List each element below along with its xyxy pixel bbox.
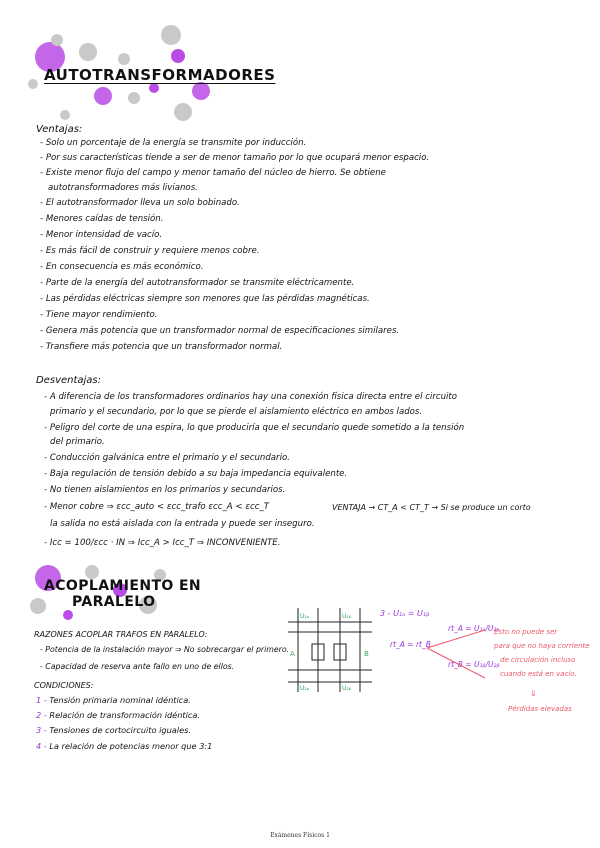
list-item: - Menores caídas de tensión. xyxy=(40,215,163,224)
label-a: A xyxy=(290,650,295,658)
ventajas-heading: Ventajas: xyxy=(36,124,83,135)
list-item: - En consecuencia es más económico. xyxy=(40,263,203,272)
svg-text:U₁ᵦ: U₁ᵦ xyxy=(342,613,352,620)
down-arrow: ⇓ xyxy=(530,689,537,698)
list-item: - Peligro del corte de una espira, lo que produciría que el secundario quede sometido a la tensión xyxy=(44,424,464,433)
formula-3: 3 - U₁ₐ = U₁ᵦ xyxy=(380,609,430,618)
list-item: - Las pérdidas eléctricas siempre son menores que las pérdidas magnéticas. xyxy=(40,295,370,304)
list-item: - Conducción galvánica entre el primario y el secundario. xyxy=(44,454,290,463)
list-item: - Genera más potencia que un transformador normal de especificaciones similares. xyxy=(40,327,399,336)
formula-rt-a: rt_A = U₁ₐ/U₂ₐ xyxy=(448,624,500,633)
footer-text: Exámenes Físicos 1 xyxy=(270,832,330,839)
list-item: - A diferencia de los transformadores ordinarios hay una conexión física directa entre el circuito xyxy=(44,393,457,402)
svg-text:U₂ᵦ: U₂ᵦ xyxy=(342,685,352,692)
acoplamiento-title-1: ACOPLAMIENTO EN xyxy=(44,578,202,594)
list-item: - Potencia de la instalación mayor ⇒ No sobrecargar el primero. xyxy=(40,646,289,654)
label-b: B xyxy=(364,650,369,658)
condition-text: Tensiones de cortocircuito iguales. xyxy=(49,725,191,735)
list-item: - Por sus características tiende a ser de menor tamaño por lo que ocupará menor espacio. xyxy=(40,154,429,163)
ventaja-note: VENTAJA → CT_A < CT_T → Si se produce un corto xyxy=(332,503,531,512)
svg-text:U₁ₐ: U₁ₐ xyxy=(300,613,310,620)
condition-text: Relación de transformación idéntica. xyxy=(49,710,201,720)
list-item: 4 - La relación de potencias menor que 3:1 xyxy=(36,741,213,751)
condition-number: 4 xyxy=(36,741,42,751)
list-item: - No tienen aislamientos en los primarios y secundarios. xyxy=(44,486,285,495)
list-item: - Existe menor flujo del campo y menor tamaño del núcleo de hierro. Se obtiene xyxy=(40,169,386,178)
condition-number: 1 xyxy=(36,695,42,705)
ratio-arrows xyxy=(425,620,495,690)
list-item: 3 - Tensiones de cortocircuito iguales. xyxy=(36,725,191,735)
list-item: 2 - Relación de transformación idéntica. xyxy=(36,710,201,720)
list-item: - El autotransformador lleva un solo bobinado. xyxy=(40,199,240,208)
condition-text: Tensión primaria nominal idéntica. xyxy=(49,695,191,705)
list-item: autotransformadores más livianos. xyxy=(48,183,198,193)
list-item: - Capacidad de reserva ante fallo en uno de ellos. xyxy=(40,663,234,671)
list-item: del primario. xyxy=(50,437,105,447)
list-item: - Menor intensidad de vacío. xyxy=(40,231,162,240)
note-line-1: Esto no puede ser xyxy=(494,628,558,636)
condiciones-heading: CONDICIONES: xyxy=(34,681,94,690)
list-item: - Solo un porcentaje de la energía se transmite por inducción. xyxy=(40,139,306,148)
list-item: - Parte de la energía del autotransformador se transmite eléctricamente. xyxy=(40,279,354,288)
note-line-3: de circulación incluso xyxy=(500,656,576,664)
desventajas-heading: Desventajas: xyxy=(36,375,102,386)
condition-number: 3 xyxy=(36,725,42,735)
list-item: - Tiene mayor rendimiento. xyxy=(40,311,157,320)
list-item: - Baja regulación de tensión debido a su baja impedancia equivalente. xyxy=(44,470,347,479)
list-item: - Es más fácil de construir y requiere menos cobre. xyxy=(40,247,260,256)
list-item: - Menor cobre ⇒ εcc_auto < εcc_trafo εcc_A < εcc_T xyxy=(44,503,269,512)
razones-heading: RAZONES ACOPLAR TRAFOS EN PARALELO: xyxy=(34,630,208,639)
list-item: 1 - Tensión primaria nominal idéntica. xyxy=(36,695,191,705)
condition-text: La relación de potencias menor que 3:1 xyxy=(49,741,213,751)
list-item: la salida no está aislada con la entrada y puede ser inseguro. xyxy=(50,519,315,529)
list-item: - Transfiere más potencia que un transformador normal. xyxy=(40,343,282,352)
note-result: Pérdidas elevadas xyxy=(508,705,572,713)
page-title: AUTOTRANSFORMADORES xyxy=(44,66,276,84)
formula-rt-b: rt_B = U₁ᵦ/U₂ᵦ xyxy=(448,660,500,669)
note-line-4: cuando está en vacío. xyxy=(500,670,577,678)
list-item: primario y el secundario, por lo que se pierde el aislamiento eléctrico en ambos lados. xyxy=(50,407,423,417)
formula-ratio-equal: rt_A = rt_B xyxy=(390,640,431,649)
list-item: - Icc = 100/εcc · IN ⇒ Icc_A > Icc_T ⇒ INCONVENIENTE. xyxy=(44,539,280,548)
svg-text:U₂ₐ: U₂ₐ xyxy=(300,685,310,692)
condition-number: 2 xyxy=(36,710,42,720)
parallel-transformers-diagram xyxy=(284,604,376,696)
acoplamiento-title-2: PARALELO xyxy=(72,594,156,610)
note-line-2: para que no haya corriente xyxy=(494,642,590,650)
